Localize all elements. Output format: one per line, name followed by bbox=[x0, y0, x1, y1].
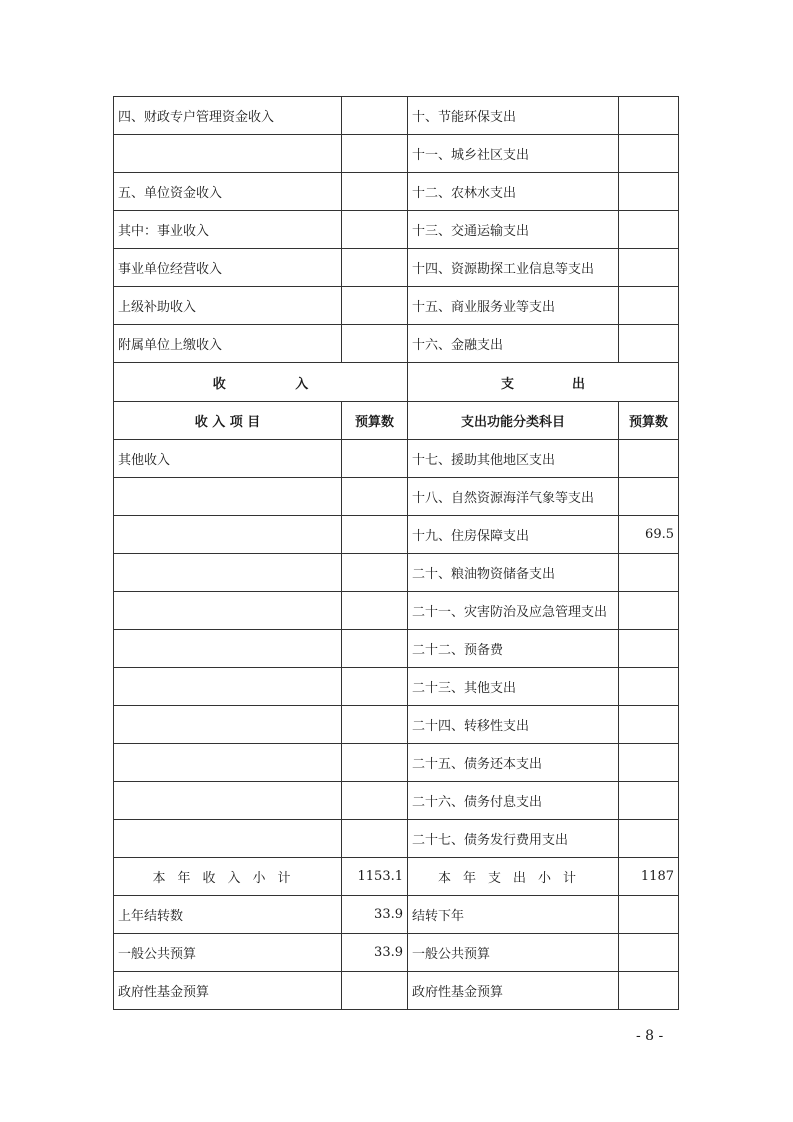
expense-amount bbox=[619, 287, 679, 325]
bottom-rows bbox=[114, 440, 679, 858]
expense-item: 二十一、灾害防治及应急管理支出 bbox=[408, 592, 619, 630]
income-item: 上年结转数 bbox=[114, 896, 342, 934]
income-subtotal-label: 本年收入小计 bbox=[114, 858, 342, 896]
top-row bbox=[114, 249, 679, 287]
expense-item: 十九、住房保障支出 bbox=[408, 516, 619, 554]
expense-amount bbox=[619, 211, 679, 249]
income-amount bbox=[342, 478, 408, 516]
summary-rows bbox=[114, 858, 679, 896]
income-budget-header: 预算数 bbox=[342, 402, 408, 440]
income-amount bbox=[342, 173, 408, 211]
expense-amount bbox=[619, 744, 679, 782]
income-item-header: 收 入 项 目 bbox=[114, 402, 342, 440]
expense-item: 二十六、债务付息支出 bbox=[408, 782, 619, 820]
expense-item: 十七、援助其他地区支出 bbox=[408, 440, 619, 478]
top-row bbox=[114, 135, 679, 173]
expense-item: 十二、农林水支出 bbox=[408, 173, 619, 211]
income-amount bbox=[342, 325, 408, 363]
section-header bbox=[114, 363, 679, 440]
expense-item: 十三、交通运输支出 bbox=[408, 211, 619, 249]
bottom-row bbox=[114, 478, 679, 516]
income-item bbox=[114, 478, 342, 516]
expense-amount bbox=[619, 934, 679, 972]
income-amount bbox=[342, 211, 408, 249]
expense-subtotal-amount: 1187 bbox=[619, 858, 679, 896]
income-amount bbox=[342, 744, 408, 782]
expense-item-header: 支出功能分类科目 bbox=[408, 402, 619, 440]
income-item: 一般公共预算 bbox=[114, 934, 342, 972]
expense-item: 二十、粮油物资储备支出 bbox=[408, 554, 619, 592]
income-amount: 33.9 bbox=[342, 934, 408, 972]
top-row bbox=[114, 325, 679, 363]
income-item bbox=[114, 592, 342, 630]
top-rows bbox=[114, 97, 679, 363]
expense-amount bbox=[619, 554, 679, 592]
expense-item: 结转下年 bbox=[408, 896, 619, 934]
expense-budget-header: 预算数 bbox=[619, 402, 679, 440]
income-amount bbox=[342, 516, 408, 554]
carry-row bbox=[114, 896, 679, 934]
income-item: 四、财政专户管理资金收入 bbox=[114, 97, 342, 135]
income-amount bbox=[342, 782, 408, 820]
income-amount bbox=[342, 630, 408, 668]
bottom-row bbox=[114, 820, 679, 858]
expense-item: 二十五、债务还本支出 bbox=[408, 744, 619, 782]
expense-item: 十八、自然资源海洋气象等支出 bbox=[408, 478, 619, 516]
expense-item: 一般公共预算 bbox=[408, 934, 619, 972]
expense-amount bbox=[619, 325, 679, 363]
bottom-row bbox=[114, 440, 679, 478]
income-amount: 33.9 bbox=[342, 896, 408, 934]
income-amount bbox=[342, 820, 408, 858]
expense-amount bbox=[619, 173, 679, 211]
carry-row bbox=[114, 934, 679, 972]
bottom-row bbox=[114, 744, 679, 782]
income-amount bbox=[342, 706, 408, 744]
income-item bbox=[114, 744, 342, 782]
expense-item: 十六、金融支出 bbox=[408, 325, 619, 363]
bottom-row bbox=[114, 706, 679, 744]
income-amount bbox=[342, 972, 408, 1010]
expense-item: 二十三、其他支出 bbox=[408, 668, 619, 706]
income-amount bbox=[342, 554, 408, 592]
income-subtotal-amount: 1153.1 bbox=[342, 858, 408, 896]
bottom-row bbox=[114, 782, 679, 820]
income-item bbox=[114, 706, 342, 744]
expense-amount bbox=[619, 668, 679, 706]
income-item bbox=[114, 554, 342, 592]
income-section-title: 收 入 bbox=[114, 363, 408, 402]
expense-amount bbox=[619, 820, 679, 858]
income-item: 上级补助收入 bbox=[114, 287, 342, 325]
expense-subtotal-label: 本年支出小计 bbox=[408, 858, 619, 896]
expense-item: 政府性基金预算 bbox=[408, 972, 619, 1010]
income-item: 五、单位资金收入 bbox=[114, 173, 342, 211]
income-item bbox=[114, 782, 342, 820]
expense-amount bbox=[619, 706, 679, 744]
income-item: 附属单位上缴收入 bbox=[114, 325, 342, 363]
expense-amount bbox=[619, 440, 679, 478]
income-amount bbox=[342, 592, 408, 630]
bottom-row bbox=[114, 516, 679, 554]
carry-rows bbox=[114, 896, 679, 1010]
expense-section-title: 支 出 bbox=[408, 363, 679, 402]
income-item: 政府性基金预算 bbox=[114, 972, 342, 1010]
expense-item: 十一、城乡社区支出 bbox=[408, 135, 619, 173]
expense-amount bbox=[619, 135, 679, 173]
top-row bbox=[114, 173, 679, 211]
income-amount bbox=[342, 668, 408, 706]
expense-item: 十五、商业服务业等支出 bbox=[408, 287, 619, 325]
page-number: - 8 - bbox=[636, 1028, 664, 1044]
expense-amount bbox=[619, 630, 679, 668]
expense-amount bbox=[619, 249, 679, 287]
expense-item: 十四、资源勘探工业信息等支出 bbox=[408, 249, 619, 287]
bottom-row bbox=[114, 668, 679, 706]
expense-item: 二十四、转移性支出 bbox=[408, 706, 619, 744]
expense-amount bbox=[619, 896, 679, 934]
bottom-row bbox=[114, 630, 679, 668]
expense-item: 二十七、债务发行费用支出 bbox=[408, 820, 619, 858]
budget-table bbox=[113, 96, 679, 1010]
expense-amount: 69.5 bbox=[619, 516, 679, 554]
income-item bbox=[114, 668, 342, 706]
expense-amount bbox=[619, 478, 679, 516]
income-item bbox=[114, 630, 342, 668]
income-amount bbox=[342, 440, 408, 478]
top-row bbox=[114, 287, 679, 325]
income-item bbox=[114, 135, 342, 173]
income-amount bbox=[342, 97, 408, 135]
income-amount bbox=[342, 249, 408, 287]
income-amount bbox=[342, 135, 408, 173]
carry-row bbox=[114, 972, 679, 1010]
income-item bbox=[114, 820, 342, 858]
income-item: 事业单位经营收入 bbox=[114, 249, 342, 287]
bottom-row bbox=[114, 554, 679, 592]
top-row bbox=[114, 211, 679, 249]
income-item bbox=[114, 516, 342, 554]
expense-item: 十、节能环保支出 bbox=[408, 97, 619, 135]
income-item: 其中：事业收入 bbox=[114, 211, 342, 249]
expense-amount bbox=[619, 972, 679, 1010]
expense-amount bbox=[619, 782, 679, 820]
expense-item: 二十二、预备费 bbox=[408, 630, 619, 668]
expense-amount bbox=[619, 592, 679, 630]
income-item: 其他收入 bbox=[114, 440, 342, 478]
bottom-row bbox=[114, 592, 679, 630]
top-row bbox=[114, 97, 679, 135]
income-amount bbox=[342, 287, 408, 325]
expense-amount bbox=[619, 97, 679, 135]
